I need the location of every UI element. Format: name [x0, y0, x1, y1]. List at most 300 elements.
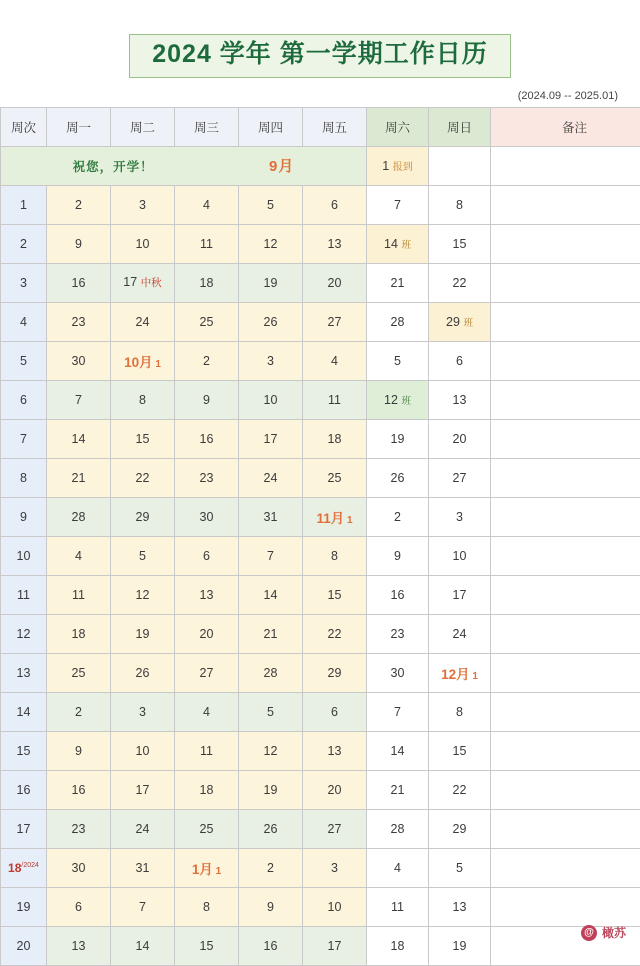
- day-cell: [303, 887, 367, 926]
- day-cell: [239, 887, 303, 926]
- day-cell: [239, 302, 303, 341]
- table-row: [1, 692, 640, 731]
- day-number: 17: [123, 275, 137, 289]
- week-cell: [1, 185, 47, 224]
- day-cell: [175, 185, 239, 224]
- table-row: [1, 926, 640, 965]
- day-cell: [303, 497, 367, 536]
- day-number: 29: [136, 510, 150, 524]
- sat-number: 16: [391, 588, 405, 602]
- week-number: 10: [17, 549, 31, 563]
- day-cell: [175, 692, 239, 731]
- day-number: 24: [136, 315, 150, 329]
- sat-number: 14: [384, 237, 398, 251]
- day-month-label: 11月: [316, 511, 344, 526]
- sunday-cell: [429, 536, 491, 575]
- saturday-cell: [367, 458, 429, 497]
- day-number: 22: [136, 471, 150, 485]
- sat-number: 28: [391, 822, 405, 836]
- day-number: 27: [328, 315, 342, 329]
- day-number: 13: [72, 939, 86, 953]
- saturday-cell: [367, 926, 429, 965]
- day-cell: [303, 926, 367, 965]
- sunday-cell: [429, 887, 491, 926]
- note-cell: [491, 770, 640, 809]
- week-number: 6: [20, 393, 27, 407]
- saturday-cell: [367, 575, 429, 614]
- table-row: [1, 770, 640, 809]
- header-note: 备注: [491, 107, 640, 146]
- day-number: 10: [264, 393, 278, 407]
- day-number: 24: [264, 471, 278, 485]
- sunday-cell: [429, 848, 491, 887]
- day-cell: [111, 809, 175, 848]
- day-cell: [303, 653, 367, 692]
- week-number: 15: [17, 744, 31, 758]
- week-number: 20: [17, 939, 31, 953]
- day-month-day: 1: [213, 866, 221, 877]
- day-cell: [303, 185, 367, 224]
- sunday-cell: [429, 770, 491, 809]
- saturday-cell: [367, 341, 429, 380]
- day-number: 17: [264, 432, 278, 446]
- note-cell: [491, 185, 640, 224]
- day-cell: [239, 848, 303, 887]
- day-cell: [175, 380, 239, 419]
- week-cell: [1, 302, 47, 341]
- day-number: 25: [328, 471, 342, 485]
- day-number: 25: [200, 315, 214, 329]
- day-number: 23: [200, 471, 214, 485]
- day-cell: [303, 575, 367, 614]
- day-cell: [303, 302, 367, 341]
- banner-sunday-number: 1: [382, 159, 389, 173]
- sat-number: 7: [394, 198, 401, 212]
- saturday-cell: [367, 536, 429, 575]
- banner-month: 9月: [269, 155, 294, 176]
- sun-number: 15: [453, 237, 467, 251]
- sun-month-label: 12月: [441, 667, 470, 682]
- day-cell: [111, 653, 175, 692]
- day-number: 3: [331, 861, 338, 875]
- day-number: 9: [267, 900, 274, 914]
- day-number: 10: [328, 900, 342, 914]
- day-cell: [111, 731, 175, 770]
- day-month-day: 1: [153, 359, 161, 370]
- header-tuesday: 周二: [111, 107, 175, 146]
- sat-number: 11: [391, 900, 404, 914]
- day-cell: [111, 185, 175, 224]
- header-wednesday: 周三: [175, 107, 239, 146]
- sat-number: 30: [391, 666, 405, 680]
- day-cell: [239, 458, 303, 497]
- day-number: 18: [72, 627, 86, 641]
- table-row: [1, 185, 640, 224]
- table-row: [1, 809, 640, 848]
- day-cell: [303, 809, 367, 848]
- day-number: 21: [264, 627, 278, 641]
- day-number: 31: [264, 510, 278, 524]
- day-cell: [47, 926, 111, 965]
- table-row: [1, 263, 640, 302]
- day-number: 10: [136, 744, 150, 758]
- day-cell: [303, 692, 367, 731]
- sat-workday-tag: 班: [401, 396, 411, 407]
- day-cell: [175, 887, 239, 926]
- day-cell: [239, 809, 303, 848]
- saturday-cell: [367, 380, 429, 419]
- week-number: 14: [17, 705, 31, 719]
- sun-number: 24: [453, 627, 467, 641]
- note-cell: [491, 458, 640, 497]
- sun-number: 13: [453, 900, 467, 914]
- day-number: 23: [72, 315, 86, 329]
- banner-sunday-tag: 报到: [393, 162, 413, 173]
- day-cell: [175, 263, 239, 302]
- date-range-subtitle: (2024.09 -- 2025.01): [0, 78, 640, 107]
- day-number: 2: [203, 354, 210, 368]
- day-cell: [111, 341, 175, 380]
- day-cell: [303, 536, 367, 575]
- table-row: [1, 419, 640, 458]
- day-number: 27: [200, 666, 214, 680]
- week-cell: [1, 341, 47, 380]
- day-number: 14: [72, 432, 86, 446]
- watermark: [581, 924, 626, 941]
- saturday-cell: [367, 497, 429, 536]
- day-number: 12: [136, 588, 150, 602]
- banner-note-cell: [429, 146, 491, 185]
- sun-number: 10: [453, 549, 467, 563]
- week-cell: [1, 575, 47, 614]
- sun-number: 27: [453, 471, 467, 485]
- table-row: [1, 653, 640, 692]
- day-cell: [47, 731, 111, 770]
- day-cell: [111, 224, 175, 263]
- day-number: 8: [139, 393, 146, 407]
- saturday-cell: [367, 653, 429, 692]
- note-cell: [491, 575, 640, 614]
- day-number: 15: [136, 432, 150, 446]
- day-number: 28: [72, 510, 86, 524]
- day-cell: [47, 809, 111, 848]
- note-cell: [491, 653, 640, 692]
- saturday-cell: [367, 848, 429, 887]
- day-cell: [303, 458, 367, 497]
- day-number: 3: [139, 198, 146, 212]
- day-cell: [111, 419, 175, 458]
- day-cell: [111, 575, 175, 614]
- day-cell: [175, 614, 239, 653]
- day-month-label: 1月: [192, 862, 213, 877]
- day-number: 8: [203, 900, 210, 914]
- table-body: [1, 146, 640, 965]
- day-number: 26: [264, 822, 278, 836]
- note-cell: [491, 497, 640, 536]
- day-number: 17: [136, 783, 150, 797]
- week-cell: [1, 770, 47, 809]
- day-number: 29: [328, 666, 342, 680]
- day-number: 6: [203, 549, 210, 563]
- week-number: $18^{/2024}$: [8, 861, 39, 875]
- header-week: 周次: [1, 107, 47, 146]
- sat-number: 7: [394, 705, 401, 719]
- sat-number: 5: [394, 354, 401, 368]
- sun-number: 17: [453, 588, 467, 602]
- table-row: [1, 614, 640, 653]
- day-cell: [303, 770, 367, 809]
- saturday-cell: [367, 419, 429, 458]
- day-number: 30: [200, 510, 214, 524]
- day-cell: [111, 926, 175, 965]
- day-cell: [239, 185, 303, 224]
- sunday-cell: [429, 341, 491, 380]
- day-cell: [175, 536, 239, 575]
- week-number: 1: [20, 198, 27, 212]
- sun-number: 22: [453, 276, 467, 290]
- week-number: 4: [20, 315, 27, 329]
- day-cell: [47, 614, 111, 653]
- day-number: 13: [200, 588, 214, 602]
- day-month-label: 10月: [124, 355, 153, 370]
- week-cell: [1, 809, 47, 848]
- day-cell: [239, 224, 303, 263]
- day-cell: [303, 614, 367, 653]
- day-number: 5: [139, 549, 146, 563]
- day-number: 19: [264, 276, 278, 290]
- day-number: 18: [328, 432, 342, 446]
- day-number: 6: [75, 900, 82, 914]
- table-row: [1, 848, 640, 887]
- day-cell: [175, 848, 239, 887]
- note-cell: [491, 536, 640, 575]
- day-cell: [111, 692, 175, 731]
- day-cell: [47, 185, 111, 224]
- day-number: 7: [139, 900, 146, 914]
- table-row: [1, 341, 640, 380]
- note-cell: [491, 419, 640, 458]
- sunday-cell: [429, 497, 491, 536]
- day-number: 14: [264, 588, 278, 602]
- week-number: 5: [20, 354, 27, 368]
- note-cell: [491, 809, 640, 848]
- day-cell: [175, 497, 239, 536]
- sat-number: 18: [391, 939, 405, 953]
- day-cell: [47, 692, 111, 731]
- day-cell: [175, 809, 239, 848]
- day-number: 12: [264, 237, 278, 251]
- day-number: 2: [75, 198, 82, 212]
- week-number: 16: [17, 783, 31, 797]
- day-cell: [175, 458, 239, 497]
- week-number: 12: [17, 627, 31, 641]
- sunday-cell: [429, 692, 491, 731]
- day-number: 4: [203, 198, 210, 212]
- day-cell: [111, 263, 175, 302]
- sun-number: 3: [456, 510, 463, 524]
- day-cell: [303, 848, 367, 887]
- day-cell: [175, 341, 239, 380]
- day-number: 13: [328, 744, 342, 758]
- saturday-cell: [367, 614, 429, 653]
- day-number: 16: [264, 939, 278, 953]
- day-cell: [175, 770, 239, 809]
- header-saturday: 周六: [367, 107, 429, 146]
- day-number: 12: [264, 744, 278, 758]
- day-cell: [303, 419, 367, 458]
- day-cell: [47, 536, 111, 575]
- day-cell: [239, 263, 303, 302]
- day-number: 25: [200, 822, 214, 836]
- sat-number: 19: [391, 432, 405, 446]
- saturday-cell: [367, 731, 429, 770]
- sun-number: 15: [453, 744, 467, 758]
- day-cell: [47, 458, 111, 497]
- sat-workday-tag: 班: [401, 240, 411, 251]
- sat-number: 28: [391, 315, 405, 329]
- sunday-cell: [429, 224, 491, 263]
- day-cell: [47, 575, 111, 614]
- day-number: 24: [136, 822, 150, 836]
- day-holiday-label: 中秋: [141, 277, 162, 289]
- day-cell: [303, 731, 367, 770]
- banner-cell: [1, 146, 367, 185]
- day-cell: [239, 653, 303, 692]
- day-number: 22: [328, 627, 342, 641]
- week-cell: [1, 536, 47, 575]
- day-number: 20: [328, 276, 342, 290]
- week-cell: [1, 263, 47, 302]
- day-number: 14: [136, 939, 150, 953]
- day-number: 27: [328, 822, 342, 836]
- day-cell: [175, 575, 239, 614]
- note-cell: [491, 380, 640, 419]
- table-row: [1, 731, 640, 770]
- day-cell: [175, 926, 239, 965]
- table-row: [1, 224, 640, 263]
- day-cell: [303, 380, 367, 419]
- day-cell: [303, 341, 367, 380]
- day-cell: [111, 848, 175, 887]
- week-number: 11: [17, 588, 30, 602]
- day-number: 15: [200, 939, 214, 953]
- week-cell: [1, 848, 47, 887]
- sun-number: 20: [453, 432, 467, 446]
- sunday-cell: [429, 926, 491, 965]
- day-cell: [239, 692, 303, 731]
- day-number: 6: [331, 705, 338, 719]
- day-number: 25: [72, 666, 86, 680]
- day-cell: [47, 341, 111, 380]
- day-number: 26: [136, 666, 150, 680]
- saturday-cell: [367, 224, 429, 263]
- day-number: 28: [264, 666, 278, 680]
- note-cell: [491, 848, 640, 887]
- header-friday: 周五: [303, 107, 367, 146]
- day-number: 9: [75, 237, 82, 251]
- day-number: 2: [267, 861, 274, 875]
- week-cell: [1, 887, 47, 926]
- day-number: 2: [75, 705, 82, 719]
- day-cell: [303, 224, 367, 263]
- saturday-cell: [367, 302, 429, 341]
- header-monday: 周一: [47, 107, 111, 146]
- day-cell: [47, 770, 111, 809]
- watermark-text: 橄苏: [602, 924, 626, 941]
- banner-row: [1, 146, 640, 185]
- day-month-day: 1: [344, 515, 352, 526]
- sun-number: 19: [453, 939, 467, 953]
- week-year-sup: /2024: [21, 862, 39, 869]
- day-cell: [239, 497, 303, 536]
- sat-number: 26: [391, 471, 405, 485]
- week-cell: [1, 380, 47, 419]
- table-row: [1, 458, 640, 497]
- week-number: 3: [20, 276, 27, 290]
- day-cell: [47, 302, 111, 341]
- sunday-cell: [429, 302, 491, 341]
- day-cell: [239, 341, 303, 380]
- sun-workday-tag: 班: [463, 318, 473, 329]
- day-number: 4: [203, 705, 210, 719]
- week-cell: [1, 224, 47, 263]
- day-number: 11: [328, 393, 341, 407]
- sat-number: 12: [384, 393, 398, 407]
- day-number: 18: [200, 276, 214, 290]
- sunday-cell: [429, 575, 491, 614]
- day-cell: [239, 614, 303, 653]
- table-row: [1, 536, 640, 575]
- day-cell: [111, 614, 175, 653]
- sunday-cell: [429, 419, 491, 458]
- day-number: 19: [264, 783, 278, 797]
- week-cell: [1, 497, 47, 536]
- banner-sunday-cell: [367, 146, 429, 185]
- week-cell: [1, 692, 47, 731]
- day-cell: [239, 419, 303, 458]
- day-number: 11: [200, 237, 213, 251]
- week-cell: [1, 458, 47, 497]
- day-cell: [303, 263, 367, 302]
- day-number: 8: [331, 549, 338, 563]
- day-cell: [47, 419, 111, 458]
- sun-number: 29: [446, 315, 460, 329]
- day-number: 16: [200, 432, 214, 446]
- day-cell: [111, 458, 175, 497]
- table-row: [1, 887, 640, 926]
- week-number: 13: [17, 666, 31, 680]
- sun-month-day: 1: [470, 671, 478, 682]
- day-number: 5: [267, 705, 274, 719]
- saturday-cell: [367, 692, 429, 731]
- sat-number: 21: [391, 783, 405, 797]
- day-cell: [47, 848, 111, 887]
- day-number: 7: [267, 549, 274, 563]
- day-number: 3: [139, 705, 146, 719]
- sat-number: 4: [394, 861, 401, 875]
- day-number: 20: [200, 627, 214, 641]
- week-cell: [1, 926, 47, 965]
- sun-number: 5: [456, 861, 463, 875]
- day-number: 15: [328, 588, 342, 602]
- sat-number: 23: [391, 627, 405, 641]
- week-cell: [1, 653, 47, 692]
- day-cell: [111, 536, 175, 575]
- day-cell: [111, 497, 175, 536]
- day-number: 30: [72, 861, 86, 875]
- day-cell: [175, 419, 239, 458]
- day-number: 16: [72, 276, 86, 290]
